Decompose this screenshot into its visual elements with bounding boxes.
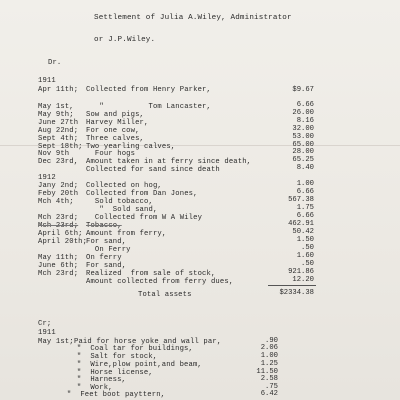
entry-date: May 11th; <box>38 254 79 262</box>
document-title-line2: or J.P.Wiley. <box>94 36 156 44</box>
entry-description: For sand, <box>86 262 127 270</box>
entry-description: Collected on hog, <box>86 182 162 190</box>
entry-amount: 921.86 <box>288 268 314 276</box>
credit-entry-amount: 2.58 <box>260 375 278 383</box>
entry-description: For sand, <box>86 238 127 246</box>
entry-date: April 6th; <box>38 230 83 238</box>
credit-entry-amount: 2.06 <box>260 344 278 352</box>
entry-date: Dec 23rd, <box>38 158 79 166</box>
credit-entry-amount: 11.50 <box>256 368 278 376</box>
entry-description: For one cow, <box>86 127 140 135</box>
credit-entry-description: " Work, <box>68 384 113 392</box>
entry-amount: 65.00 <box>292 141 314 149</box>
entry-description: Collected from W A Wiley <box>86 214 203 222</box>
entry-date: June 6th; <box>38 262 79 270</box>
entry-description: Collected for sand since death <box>86 166 220 174</box>
entry-amount: 53.00 <box>292 133 314 141</box>
entry-description: Sow and pigs, <box>86 111 145 119</box>
entry-description: " Tom Lancaster, <box>86 103 211 111</box>
entry-description: Sold tobacco, <box>86 198 153 206</box>
entry-date: Mch 23rd; <box>38 270 79 278</box>
entry-date: Apr 11th; <box>38 86 79 94</box>
entry-amount: 462.91 <box>288 220 314 228</box>
credit-entry-amount: 1.25 <box>260 360 278 368</box>
entry-date: June 27th <box>38 119 79 127</box>
entry-amount: 8.16 <box>296 117 314 125</box>
credit-entry-amount: .75 <box>265 383 278 391</box>
entry-amount: 6.66 <box>296 188 314 196</box>
entry-description: Tobacco, <box>86 222 122 230</box>
year-1911: 1911 <box>38 77 56 85</box>
entry-description: Realized from sale of stock, <box>86 270 216 278</box>
document-title-line1: Settlement of Julia A.Wiley, Administrator <box>94 14 292 22</box>
credit-entry-description: " Salt for stock, <box>68 353 158 361</box>
entry-date: Mch 23rd; <box>38 214 79 222</box>
entry-date: Nov 9th <box>38 150 70 158</box>
entry-amount: 6.66 <box>296 101 314 109</box>
credit-entry-description: " Feet boot payttern, <box>58 391 166 399</box>
credit-entry-description: Paid for horse yoke and wall par, <box>74 338 222 346</box>
entry-description: Three calves, <box>86 135 145 143</box>
entry-amount: 28.00 <box>292 148 314 156</box>
entry-amount: 6.66 <box>296 212 314 220</box>
entry-date: Mch 4th; <box>38 198 74 206</box>
entry-amount: .50 <box>301 260 314 268</box>
entry-amount: 1.75 <box>296 204 314 212</box>
entry-description: Harvey Miller, <box>86 119 149 127</box>
credit-entry-description: " Coal tar for buildings, <box>68 345 193 353</box>
credit-entry-amount: 1.00 <box>260 352 278 360</box>
entry-date: May 9th; <box>38 111 74 119</box>
entry-description: Amount taken in at ferry since death, <box>86 158 252 166</box>
entry-amount: 26.00 <box>292 109 314 117</box>
entry-date: April 20th; <box>38 238 88 246</box>
entry-amount: 65.25 <box>292 156 314 164</box>
cr-heading: Cr; <box>38 320 52 328</box>
entry-date: Sept 4th; <box>38 135 79 143</box>
entry-amount: 12.20 <box>292 276 314 284</box>
entry-amount: $9.67 <box>292 86 314 94</box>
entry-description: Four hogs <box>86 150 136 158</box>
entry-description: Collected from Henry Parker, <box>86 86 211 94</box>
entry-date: Jany 2nd; <box>38 182 79 190</box>
entry-amount: 50.42 <box>292 228 314 236</box>
total-assets-amount: $2334.38 <box>279 289 314 297</box>
entry-description: Collected from Dan Jones, <box>86 190 198 198</box>
entry-amount: 1.50 <box>296 236 314 244</box>
entry-amount: 1.60 <box>296 252 314 260</box>
entry-date: Aug 22nd; <box>38 127 79 135</box>
entry-description: On ferry <box>86 254 122 262</box>
entry-date: Feby 20th <box>38 190 79 198</box>
entry-amount: 32.00 <box>292 125 314 133</box>
entry-description: Amount collected from ferry dues, <box>86 278 234 286</box>
credit-entry-amount: .90 <box>265 337 278 345</box>
credit-entry-description: " Harness, <box>68 376 127 384</box>
entry-amount: 567.38 <box>288 196 314 204</box>
year-1912: 1912 <box>38 174 56 182</box>
entry-description: " Sold sand, <box>86 206 158 214</box>
entry-date: May 1st, <box>38 103 74 111</box>
total-assets-label: Total assets <box>138 291 192 299</box>
dr-heading: Dr. <box>48 59 62 67</box>
entry-description: On Ferry <box>86 246 131 254</box>
credit-entry-amount: 6.42 <box>260 390 278 398</box>
entry-date: Mch 23rd; <box>38 222 79 230</box>
credit-entry-description: " Horse license, <box>68 369 153 377</box>
entry-date: Sept 18th; <box>38 143 83 151</box>
credit-entry-date: May 1st; <box>38 338 74 346</box>
entry-amount: 1.00 <box>296 180 314 188</box>
entry-amount: .50 <box>301 244 314 252</box>
credit-year-1911: 1911 <box>38 329 56 337</box>
total-rule <box>268 285 316 286</box>
credit-entry-description: " Wire,plow point,and beam, <box>68 361 202 369</box>
entry-description: Two yearling calves, <box>86 143 176 151</box>
entry-amount: 8.40 <box>296 164 314 172</box>
entry-description: Amount from ferry, <box>86 230 167 238</box>
